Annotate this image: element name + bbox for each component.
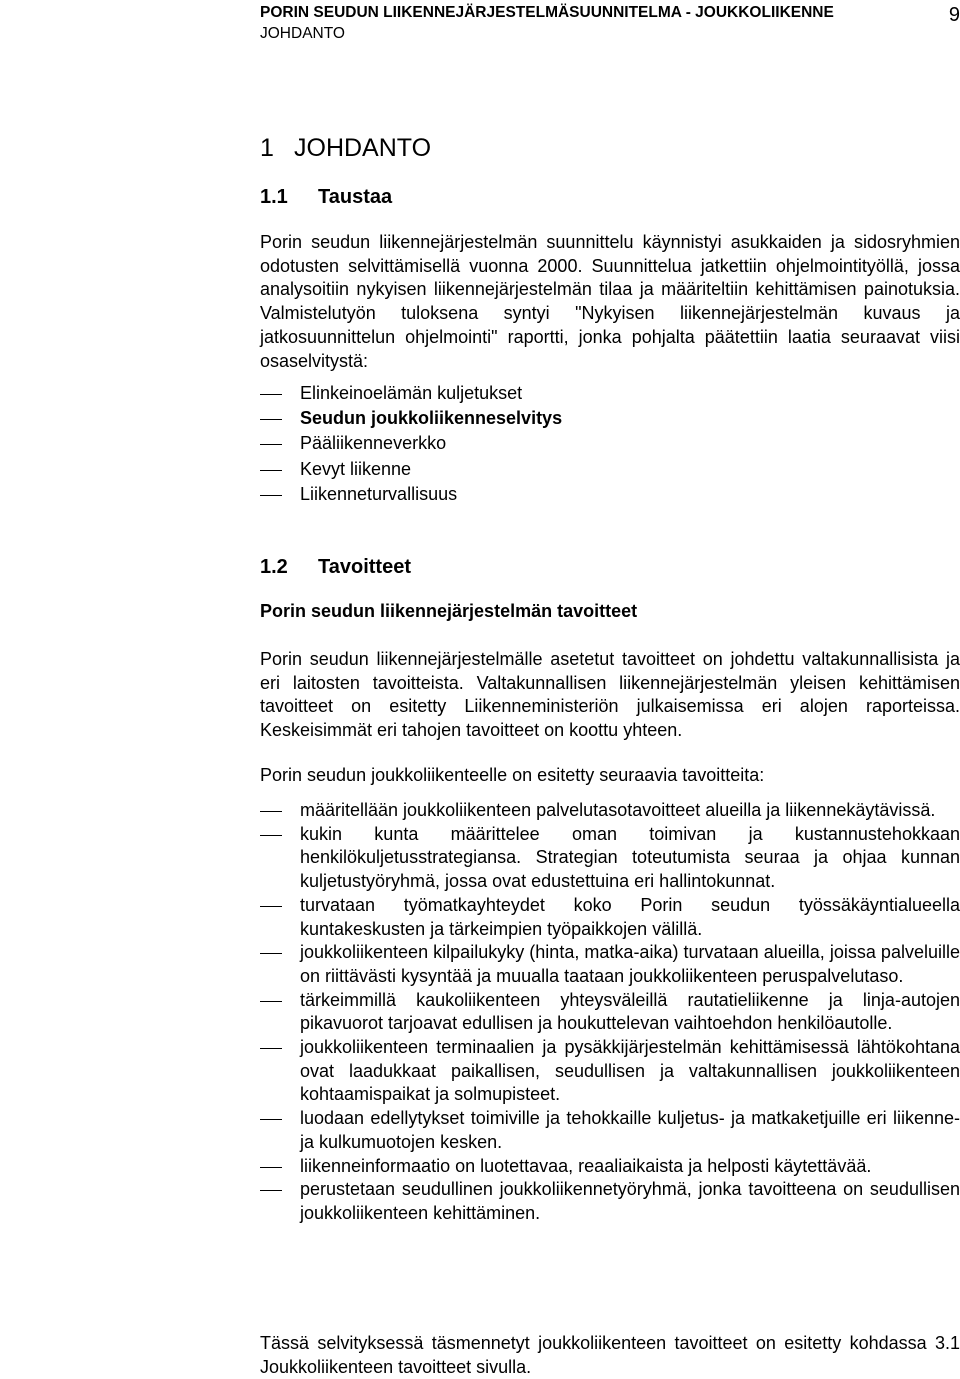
list-item-text: Pääliikenneverkko: [300, 433, 447, 454]
section-number: 1.2: [260, 556, 288, 578]
list-item: [260, 894, 960, 941]
list-item-text: Liikenneturvallisuus: [300, 483, 458, 504]
dash-bullet: [260, 1167, 282, 1168]
list-item-text: Kevyt liikenne: [300, 458, 412, 479]
dash-bullet: [260, 811, 282, 812]
subheading: Porin seudun liikennejärjestelmän tavoitteet: [260, 601, 638, 621]
list-item: [260, 431, 960, 456]
dash-bullet: [260, 953, 282, 954]
substudy-list: [260, 381, 960, 507]
section-title: JOHDANTO: [294, 134, 432, 162]
list-item: [260, 941, 960, 988]
list-item-text: liikenneinformaatio on luotettavaa, reaaliaikaista ja helposti käytettävää.: [300, 1155, 872, 1176]
list-item: [260, 799, 960, 823]
list-item: [260, 823, 960, 894]
page-number: 9: [948, 4, 960, 26]
list-item-text: Elinkeinoelämän kuljetukset: [300, 383, 523, 403]
dash-bullet: [260, 495, 282, 496]
list-item: [260, 406, 960, 431]
chapter-title: JOHDANTO: [260, 25, 345, 42]
dash-bullet: [260, 444, 282, 445]
dash-bullet: [260, 470, 282, 471]
list-item-text: joukkoliikenteen terminaalien ja pysäkkijärjestelmän kehittämisessä lähtökohtana ovat laadukkaat paikallisen, seudullisen ja valtakunnallisen joukkoliikenteen kohtaamispaikat ja solmupisteet.: [300, 1037, 960, 1105]
dash-bullet: [260, 1001, 282, 1002]
list-item-text: luodaan edellytykset toimiville ja tehokkaille kuljetus- ja matkaketjuille eri liikenne- ja kulkumuotojen kesken.: [300, 1108, 960, 1152]
list-item: [260, 381, 960, 406]
list-item-text: perustetaan seudullinen joukkoliikennetyöryhmä, jonka tavoitteena on seudullisen joukkoliikenteen kehittäminen.: [300, 1179, 960, 1223]
section-number: 1.1: [260, 186, 288, 208]
dash-bullet: [260, 906, 282, 907]
list-item-text: Seudun joukkoliikenneselvitys: [300, 408, 563, 429]
list-item: [260, 457, 960, 482]
dash-bullet: [260, 1119, 282, 1120]
list-item-text: määritellään joukkoliikenteen palvelutasotavoitteet alueilla ja liikennekäytävissä.: [300, 800, 936, 820]
list-item: [260, 1107, 960, 1154]
list-item: [260, 1155, 960, 1179]
section-number: 1: [260, 134, 274, 162]
list-item: [260, 482, 960, 507]
list-item: [260, 1178, 960, 1225]
dash-bullet: [260, 394, 282, 395]
closing-paragraph: Tässä selvityksessä täsmennetyt joukkoliikenteen tavoitteet on esitetty kohdassa 3.1 Joukkoliikenteen tavoitteet sivulla.: [260, 1333, 960, 1377]
list-item-text: turvataan työmatkayhteydet koko Porin seudun työssäkäyntialueella kuntakeskusten ja tärkeimpien työpaikkojen välillä.: [300, 894, 960, 939]
list-item-text: joukkoliikenteen kilpailukyky (hinta, matka-aika) turvataan alueilla, joissa palveluille on riittävästi kysyntää ja muualla taataan joukkoliikenteen peruspalvelutaso.: [300, 942, 960, 986]
list-item-text: kukin kunta määrittelee oman toimivan ja kustannustehokkaan henkilökuljetusstrategiansa. Strategian toteutumista seuraa ja ohjaa kunnan kuljetustyöryhmä, jossa ovat edustettuina eri hallintokunnat.: [300, 823, 960, 892]
dash-bullet: [260, 419, 282, 420]
list-item: [260, 989, 960, 1036]
background-paragraph: Porin seudun liikennejärjestelmän suunnittelu käynnistyi asukkaiden ja sidosryhmien odotusten selvittämisellä vuonna 2000. Suunnittelua jatkettiin ohjelmointityöllä, jossa analysoitiin nykyisen liikennejärjestelmän tilaa ja määriteltiin kehittämisen painotuksia. Valmistelutyön tuloksena syntyi "Nykyisen liikennejärjestelmän kuvaus ja jatkosuunnittelun ohjelmointi" raportti, jonka pohjalta päätettiin laatia seuraavat viisi osaselvitystä:: [260, 232, 960, 371]
dash-bullet: [260, 835, 282, 836]
section-title: Tavoitteet: [318, 556, 411, 578]
section-heading-1-2: [260, 554, 411, 580]
dash-bullet: [260, 1048, 282, 1049]
transit-goals-intro: Porin seudun joukkoliikenteelle on esitetty seuraavia tavoitteita:: [260, 765, 765, 785]
section-title: Taustaa: [318, 186, 393, 208]
transit-goals-list: [260, 799, 960, 1226]
list-item: [260, 1036, 960, 1107]
list-item-text: tärkeimmillä kaukoliikenteen yhteysväleillä rautatieliikenne ja linja-autojen pikavuorot tarjoavat edullisen ja houkuttelevan vaihtoehdon henkilöautolle.: [300, 989, 960, 1034]
dash-bullet: [260, 1190, 282, 1191]
section-heading-1: [260, 133, 431, 163]
goals-paragraph: Porin seudun liikennejärjestelmälle asetetut tavoitteet on johdettu valtakunnallisista ja eri laitosten tavoitteista. Valtakunnallisen liikennejärjestelmän yleisen kehittämisen tavoitteet on esitetty Liikenneministeriön julkaisemissa eri alojen raporteissa. Keskeisimmät eri tahojen tavoitteet on koottu yhteen.: [260, 649, 960, 741]
document-title: PORIN SEUDUN LIIKENNEJÄRJESTELMÄSUUNNITELMA - JOUKKOLIIKENNE: [260, 4, 834, 21]
page-header: [260, 2, 960, 46]
section-heading-1-1: [260, 184, 392, 210]
